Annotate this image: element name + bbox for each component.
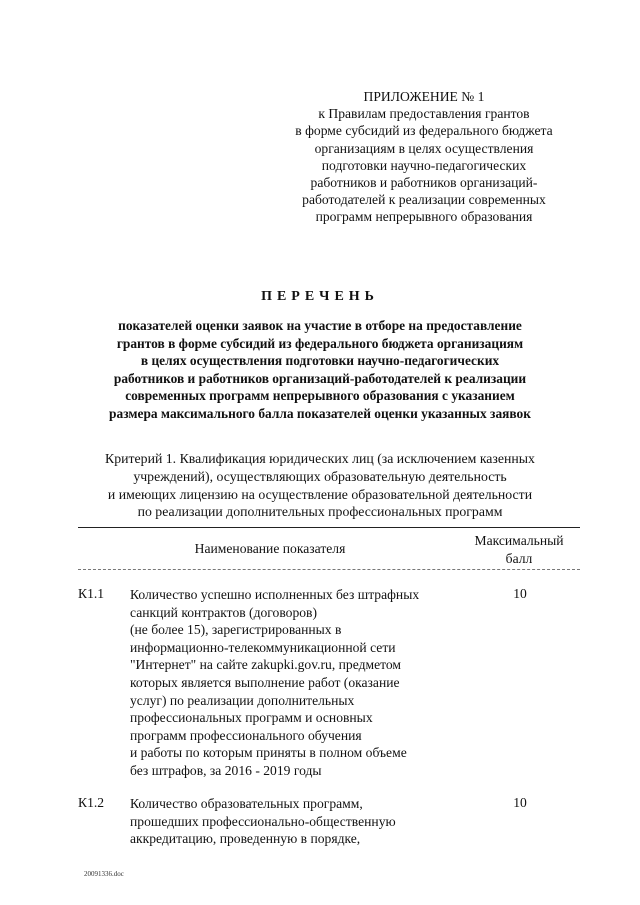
appendix-heading: ПРИЛОЖЕНИЕ № 1 [363, 89, 485, 104]
file-name-footer: 20091336.doc [84, 870, 124, 878]
document-title: ПЕРЕЧЕНЬ [261, 289, 379, 304]
appendix-text: к Правилам предоставления грантов в форме субсидий из федерального бюджета организациям в целях осуществления подготовки научно-педагогических работников и работников организаций- работодателей к реализации современных программ непрерывного образования [295, 106, 553, 225]
table-header-name: Наименование показателя [194, 541, 346, 556]
row-score: 10 [513, 795, 527, 810]
row-code: К1.1 [78, 586, 105, 601]
table-header-max-score: Максимальный балл [474, 533, 564, 566]
document-subtitle: показателей оценки заявок на участие в отборе на предоставление грантов в форме субсидий из федерального бюджета организациям в целях осуществления подготовки научно-педагогических работников и работников организаций-работодателей к реализации современных программ непрерывного образования с указанием размера максимального балла показателей оценки указанных заявок [109, 318, 531, 421]
table-header-rule [78, 569, 580, 570]
table-top-rule [78, 527, 580, 528]
criterion-heading: Критерий 1. Квалификация юридических лиц (за исключением казенных учреждений), осуществляющих образовательную деятельность и имеющих лицензию на осуществление образовательной деятельности по реализации дополнительных профессиональных программ [105, 451, 535, 520]
row-code: К1.2 [78, 795, 105, 810]
row-indicator-text: Количество образовательных программ, прошедших профессионально-общественную аккредитацию, проведенную в порядке, [130, 796, 396, 847]
row-score: 10 [513, 586, 527, 601]
appendix-block [268, 88, 580, 226]
row-indicator-text: Количество успешно исполненных без штрафных санкций контрактов (договоров) (не более 15), зарегистрированных в информационно-телекоммуникационной сети "Интернет" на сайте zakupki.gov.ru, предметом которых является выполнение работ (оказание услуг) по реализации дополнительных профессиональных программ и основных программ профессионального обучения и работы по которым приняты в полном объеме без штрафов, за 2016 - 2019 годы [130, 587, 420, 778]
